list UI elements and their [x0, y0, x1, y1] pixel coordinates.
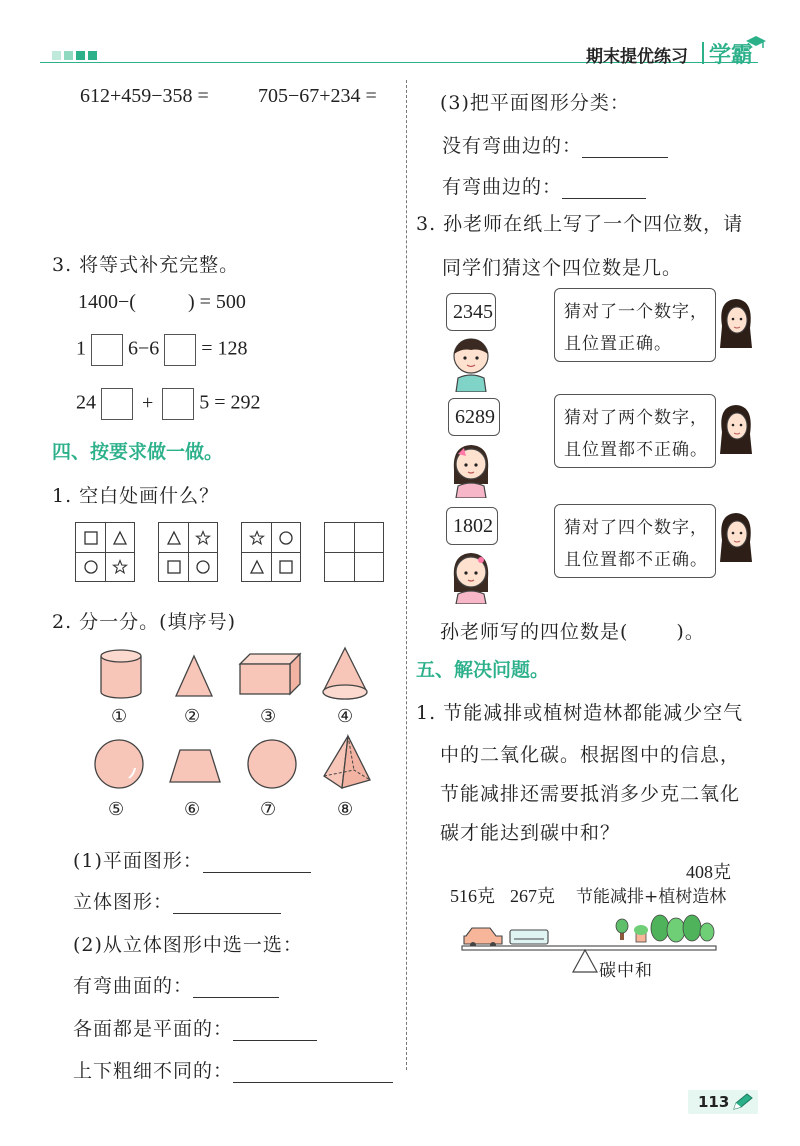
guess-bubble-1: [446, 293, 496, 331]
section-4-heading: 四、按要求做一做。: [52, 441, 224, 463]
star-icon: [195, 530, 211, 546]
q5-1-line1: 1. 节能减排或植树造林都能减少空气: [416, 702, 744, 724]
answer-line[interactable]: [582, 139, 668, 158]
circle-shape: [246, 738, 298, 790]
q5-1-line4: 碳才能达到碳中和？: [440, 822, 621, 844]
shape-label-1: ①: [111, 706, 128, 727]
shape-label-6: ⑥: [184, 799, 201, 820]
answer-box[interactable]: [91, 334, 123, 366]
guess-number: 6289: [455, 406, 495, 428]
weight-408: 408克: [686, 862, 731, 882]
header-brand-logo: 学霸: [709, 43, 754, 68]
header-title: 期末提优练习: [586, 47, 688, 67]
pyramid-shape: [320, 734, 374, 792]
header-divider: [702, 42, 704, 64]
page-number: 113: [698, 1093, 730, 1111]
triangle-shape: [174, 654, 214, 698]
q3-right-line2: 同学们猜这个四位数是几。: [442, 257, 683, 279]
answer-four-digit: 孙老师写的四位数是( )。: [440, 621, 705, 643]
shape-label-7: ⑦: [260, 799, 277, 820]
answer-line[interactable]: [193, 979, 279, 998]
calc-1: 612+459−358 =: [80, 85, 209, 107]
q4-2-2b: 各面都是平面的：: [73, 1014, 317, 1041]
q5-1-line2: 中的二氧化碳。根据图中的信息，: [440, 744, 741, 766]
square-icon: [278, 559, 294, 575]
teacher-reply-2: 猜对了两个数字， 且位置都不正确。: [554, 394, 716, 468]
square-icon: [83, 530, 99, 546]
teacher-avatar: [716, 402, 756, 460]
guess-bubble-2: [448, 398, 500, 436]
answer-box[interactable]: [162, 388, 194, 420]
graduation-cap-icon: [745, 35, 767, 51]
answer-line[interactable]: [233, 1064, 393, 1083]
column-divider: [406, 80, 407, 1070]
shape-label-3: ③: [260, 706, 277, 727]
equation-2: 1 6−6 = 128: [76, 334, 248, 366]
circle-icon: [278, 530, 294, 546]
q3-title: 3. 将等式补充完整。: [52, 254, 240, 276]
balance-scale: [460, 908, 720, 978]
scale-right-label: 节能减排+植树造林: [576, 887, 727, 907]
pattern-grid-2: [158, 522, 218, 582]
q4-2-title: 2. 分一分。(填序号): [52, 611, 236, 633]
p3-straight: 没有弯曲边的：: [442, 131, 668, 158]
girl-avatar: [448, 548, 494, 604]
answer-box[interactable]: [101, 388, 133, 420]
weight-267: 267克: [510, 886, 555, 906]
teacher-reply-1: 猜对了一个数字， 且位置正确。: [554, 288, 716, 362]
p3-curved: 有弯曲边的：: [442, 172, 646, 199]
shape-label-8: ⑧: [337, 799, 354, 820]
q4-2-1: (1)平面图形：: [73, 846, 311, 873]
guess-number: 1802: [453, 515, 493, 537]
p3-title: (3)把平面图形分类：: [440, 92, 630, 114]
q4-1-title: 1. 空白处画什么？: [52, 485, 220, 507]
answer-line[interactable]: [233, 1022, 317, 1041]
pattern-grid-1: [75, 522, 135, 582]
circle-icon: [195, 559, 211, 575]
cuboid-shape: [238, 652, 302, 696]
calc-2: 705−67+234 =: [258, 85, 377, 107]
pivot-label: 碳中和: [599, 961, 653, 981]
answer-line[interactable]: [203, 854, 311, 873]
triangle-icon: [166, 530, 182, 546]
teacher-reply-3: 猜对了四个数字， 且位置都不正确。: [554, 504, 716, 578]
triangle-icon: [249, 559, 265, 575]
q4-2-2: (2)从立体图形中选一选：: [73, 934, 303, 956]
answer-box[interactable]: [164, 334, 196, 366]
girl-avatar: [448, 440, 494, 498]
q4-2-2c: 上下粗细不同的：: [73, 1056, 393, 1083]
q5-1-line3: 节能减排还需要抵消多少克二氧化: [440, 783, 741, 805]
sphere-shape: [93, 738, 145, 790]
page-number-badge: [688, 1090, 758, 1114]
shape-label-5: ⑤: [108, 799, 125, 820]
answer-line[interactable]: [562, 180, 646, 199]
trapezoid-shape: [168, 748, 222, 784]
star-icon: [112, 559, 128, 575]
q4-2-1b: 立体图形：: [73, 887, 281, 914]
q3-right-line1: 3. 孙老师在纸上写了一个四位数，请: [416, 213, 744, 235]
weight-516: 516克: [450, 886, 495, 906]
boy-avatar: [448, 334, 494, 392]
shape-label-4: ④: [337, 706, 354, 727]
guess-number: 2345: [453, 301, 493, 323]
answer-line[interactable]: [173, 895, 281, 914]
q4-2-2a: 有弯曲面的：: [73, 971, 279, 998]
cone-shape: [320, 646, 370, 702]
teacher-avatar: [716, 296, 756, 354]
triangle-icon: [112, 530, 128, 546]
cylinder-shape: [98, 648, 144, 700]
pattern-grid-blank[interactable]: [324, 522, 384, 582]
pencil-icon: [732, 1093, 754, 1111]
star-icon: [249, 530, 265, 546]
shape-label-2: ②: [184, 706, 201, 727]
guess-bubble-3: [446, 507, 498, 545]
pattern-grid-3: [241, 522, 301, 582]
section-5-heading: 五、解决问题。: [416, 659, 550, 681]
teacher-avatar: [716, 510, 756, 568]
circle-icon: [83, 559, 99, 575]
equation-3: 24 + 5 = 292: [76, 388, 261, 420]
square-icon: [166, 559, 182, 575]
equation-1: 1400−( ) = 500: [78, 291, 246, 313]
